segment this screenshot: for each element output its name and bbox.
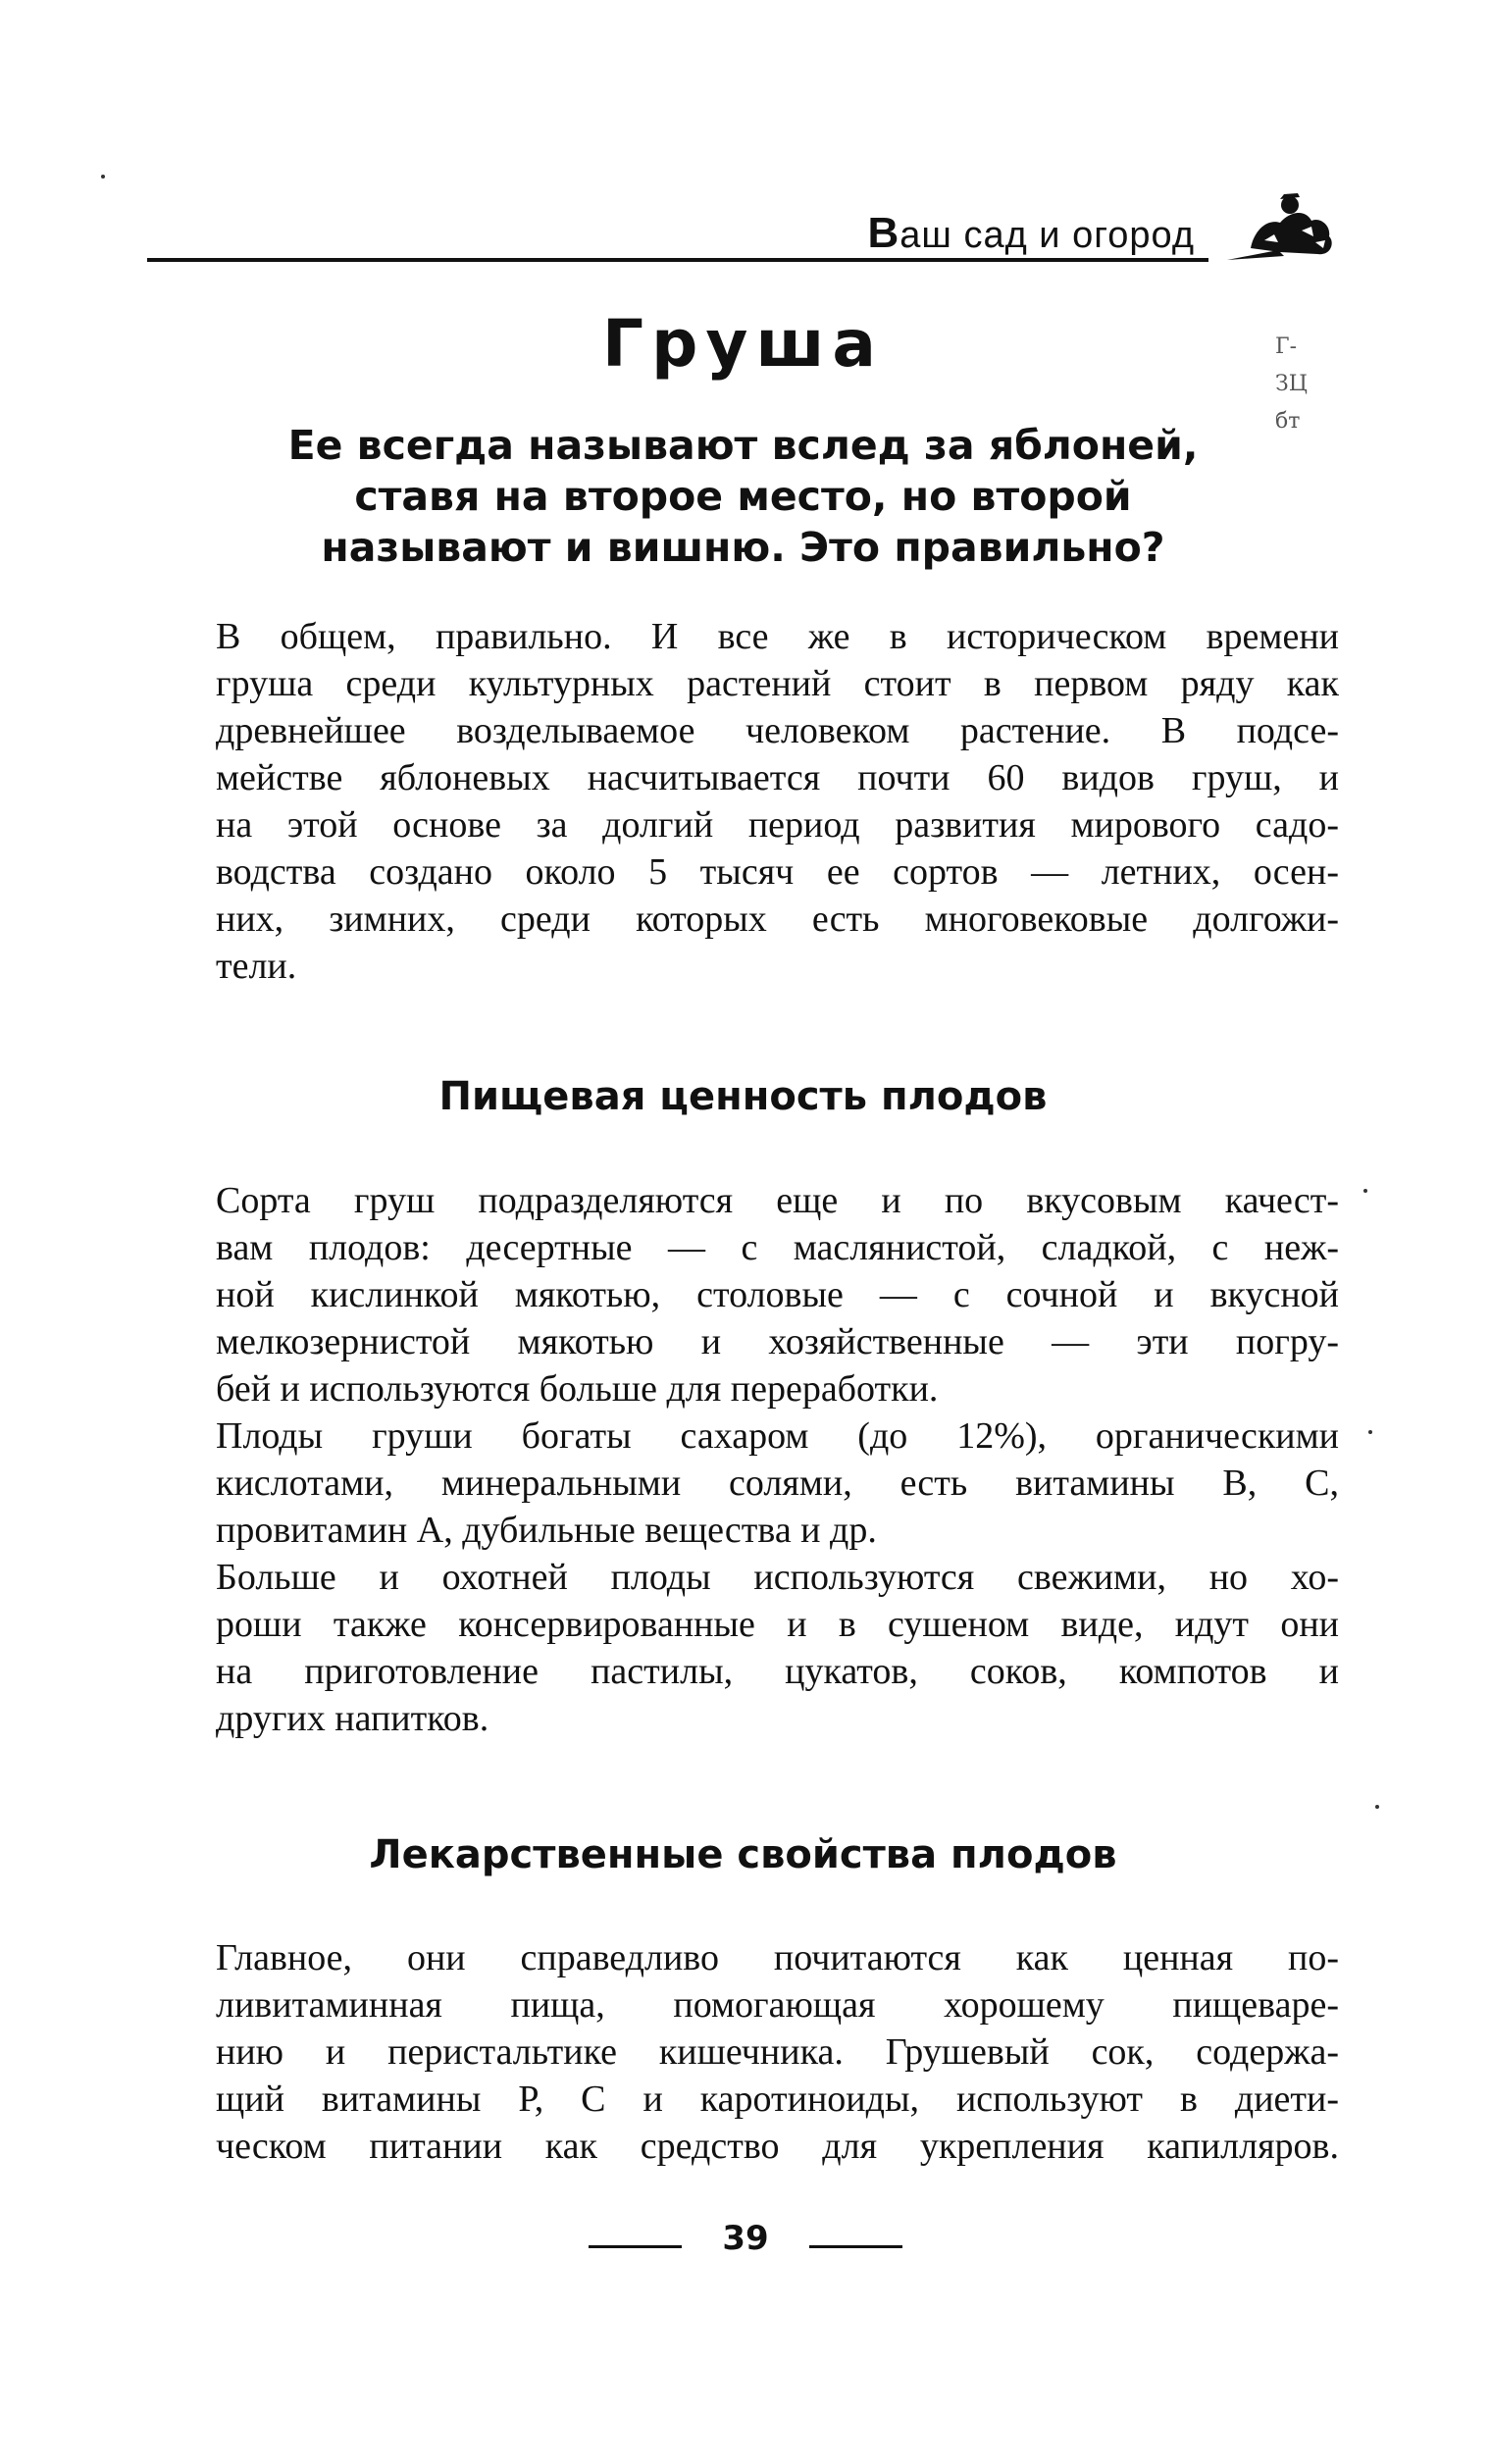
question-line: ставя на второе место, но второй: [354, 473, 1132, 520]
page-number: 39: [722, 2219, 769, 2258]
text-line: роши также консервированные и в сушеном виде, идут они: [216, 1604, 1339, 1645]
running-header: [147, 201, 1339, 270]
text-line: нию и перистальтике кишечника. Грушевый сок, содержа-: [216, 2031, 1339, 2073]
text-line: вам плодов: десертные — с маслянистой, сладкой, с неж-: [216, 1227, 1339, 1268]
article-title: Груша: [602, 306, 884, 382]
text-line: водства создано около 5 тысяч ее сортов — летних, осен-: [216, 851, 1339, 893]
text-line: ческом питании как средство для укрепления капилляров.: [216, 2126, 1339, 2167]
scan-speck: [1375, 1805, 1379, 1809]
text-line: провитамин А, дубильные вещества и др.: [216, 1510, 877, 1551]
text-line: бей и используются больше для переработки.: [216, 1368, 939, 1410]
paragraph: [147, 613, 1339, 990]
scan-speck: [101, 175, 105, 179]
section-heading-medicinal: Лекарственные свойства плодов: [369, 1832, 1117, 1877]
running-header-title: [867, 209, 1195, 258]
paragraph: [147, 1554, 1339, 1742]
folio-rule-right: [809, 2245, 902, 2248]
text-line: на этой основе за долгий период развития мирового садо-: [216, 804, 1339, 846]
header-title-initial: В: [867, 209, 900, 257]
page-number-folio: [589, 2215, 902, 2274]
section-heading-nutrition: Пищевая ценность плодов: [438, 1074, 1048, 1119]
text-line: ливитаминная пища, помогающая хорошему пищеваре-: [216, 1984, 1339, 2026]
text-line: других напитков.: [216, 1698, 489, 1739]
gardener-logo-icon: [1221, 191, 1339, 268]
scan-speck: [1363, 1189, 1367, 1193]
margin-mark: бт: [1275, 409, 1301, 434]
text-line: щий витамины Р, С и каротиноиды, используют в диети-: [216, 2079, 1339, 2120]
margin-mark: ЗЦ: [1275, 372, 1308, 396]
text-line: Главное, они справедливо почитаются как ценная по-: [216, 1937, 1339, 1978]
text-line: кислотами, минеральными солями, есть витамины В, С,: [216, 1463, 1339, 1504]
paragraph: [147, 1412, 1339, 1554]
question-line: Ее всегда называют вслед за яблоней,: [287, 422, 1199, 469]
text-line: древнейшее возделываемое человеком растение. В подсе-: [216, 710, 1339, 751]
paragraph: [147, 1177, 1339, 1412]
text-line: них, зимних, среди которых есть многовековые долгожи-: [216, 898, 1339, 940]
paragraph: [147, 1934, 1339, 2170]
header-rule: [147, 258, 1208, 262]
text-line: Больше и охотней плоды используются свежими, но хо-: [216, 1557, 1339, 1598]
text-line: груша среди культурных растений стоит в первом ряду как: [216, 663, 1339, 704]
question-line: называют и вишню. Это правильно?: [321, 524, 1165, 571]
text-line: мействе яблоневых насчитывается почти 60 видов груш, и: [216, 757, 1339, 798]
section-medicinal-text: [147, 1934, 1339, 2170]
section-nutrition-text: [147, 1177, 1339, 1742]
margin-mark: Г-: [1275, 334, 1297, 359]
text-line: Сорта груш подразделяются еще и по вкусовым качест-: [216, 1180, 1339, 1221]
text-line: тели.: [216, 946, 297, 987]
text-line: мелкозернистой мякотью и хозяйственные — эти погру-: [216, 1321, 1339, 1362]
scan-speck: [1368, 1430, 1372, 1434]
question-heading: [211, 420, 1275, 573]
text-line: Плоды груши богаты сахаром (до 12%), органическими: [216, 1415, 1339, 1457]
text-line: ной кислинкой мякотью, столовые — с сочной и вкусной: [216, 1274, 1339, 1315]
intro-text: [147, 613, 1339, 990]
text-line: на приготовление пастилы, цукатов, соков, компотов и: [216, 1651, 1339, 1692]
header-title-rest: аш сад и огород: [899, 215, 1195, 256]
text-line: В общем, правильно. И все же в историческом времени: [216, 616, 1339, 657]
